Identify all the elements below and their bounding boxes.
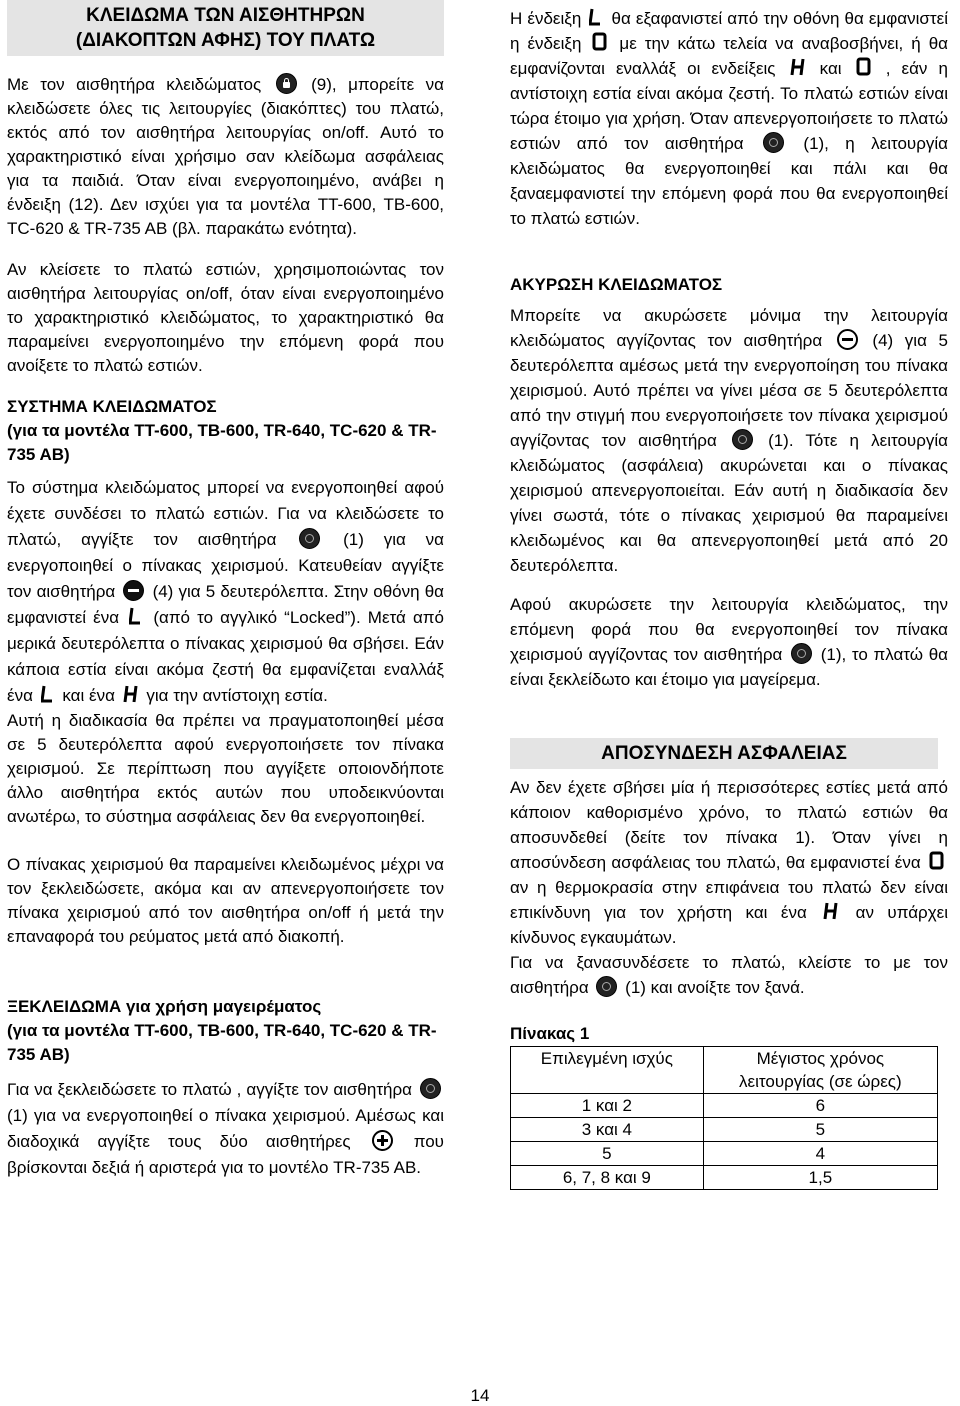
after-cancel-text-a: Αφού ακυρώσετε την λειτουργία κλειδώματος, την επόμενη φορά που θα ενεργοποιηθεί τον πίνακα χειρισμού αγγίζοντας τον αισθητήρα — [510, 595, 948, 664]
minus-sensor-icon — [123, 580, 144, 601]
lock-system-text-c: (4) για 5 δευτερόλεπτα. Στην οθόνη θα εμφανιστεί ένα — [7, 582, 444, 627]
lock-system-heading-line1: ΣΥΣΤΗΜΑ ΚΛΕΙΔΩΜΑΤΟΣ — [7, 397, 217, 416]
power-sensor-icon — [791, 643, 812, 664]
lock-persist-paragraph: Αν κλείσετε το πλατώ εστιών, χρησιμοποιώντας τον αισθητήρα λειτουργίας on/off, όταν είναι ενεργοποιημένο το χαρακτηριστικό κλειδώματος, το χαρακτηριστικό θα παραμείνει ενεργοποιημένο την επόμενη φορά που ανοίξετε το πλατώ εστιών. — [7, 260, 444, 375]
ready-text-e: , εάν η αντίστοιχη εστία είναι ακόμα ζεστή. Το πλατώ εστιών είναι τώρα έτοιμο για χρήση. Όταν απενεργοποιήσετε το πλατώ εστιών από τον αισθητήρα — [510, 59, 948, 153]
lock-title-banner — [7, 0, 444, 56]
table-header-hours-line2: λειτουργίας (σε ώρες) — [739, 1072, 902, 1091]
after-cancel-paragraph — [510, 592, 948, 692]
ready-text-b: θα εξαφανιστεί από την οθόνη θα εμφανιστεί η ένδειξη — [510, 9, 948, 53]
table-cell-hours: 1,5 — [703, 1166, 937, 1190]
table-cell-power: 3 και 4 — [511, 1118, 704, 1142]
table-row — [511, 1118, 938, 1142]
left-column — [7, 0, 444, 1181]
cancel-lock-text-a: Μπορείτε να ακυρώσετε μόνιμα την λειτουργία κλειδώματος αγγίζοντας τον αισθητήρα — [510, 306, 948, 350]
safety-disconnect-paragraph — [510, 775, 948, 950]
cancel-lock-text-c: (1). Τότε η λειτουργία κλειδώματος (ασφάλεια) ακυρώνεται και ο πίνακας χειρισμού απενεργοποιείται. Εάν αυτή η διαδικασία δεν γίνει σωστά, τότε ο πίνακας χειρισμού θα παραμείνει κλειδωμένος και θα απενεργοποιηθεί μετά από 20 δευτερόλεπτα. — [510, 431, 948, 575]
lock-system-heading — [7, 395, 444, 467]
safety-text-a: Αν δεν έχετε σβήσει μία ή περισσότερες εστίες μετά από κάποιον καθορισμένο χρόνο, το πλατώ εστιών θα αποσυνδεθεί (δείτε τον πίνακα 1). Όταν γίνει η αποσύνδεση ασφάλειας του πλατώ, θα εμφανιστεί ένα — [510, 778, 948, 872]
table-cell-hours: 6 — [703, 1094, 937, 1118]
table-row — [511, 1166, 938, 1190]
lock-title-line2: (ΔΙΑΚΟΠΤΩΝ ΑΦΗΣ) ΤΟΥ ΠΛΑΤΩ — [75, 30, 376, 51]
table-cell-power: 5 — [511, 1142, 704, 1166]
unlock-text-a: Για να ξεκλειδώσετε το πλατώ , αγγίξτε τον αισθητήρα — [7, 1080, 412, 1099]
lock-system-text-d: (από το αγγλικό “Locked”). Μετά από μερικά δευτερόλεπτα ο πίνακας χειρισμού θα σβήσει. Εάν κάποια εστία είναι ακόμα ζεστή θα εμφανίζεται εναλλάξ ένα — [7, 608, 444, 705]
lock-system-paragraph — [7, 475, 444, 709]
reconnect-paragraph — [510, 950, 948, 1000]
power-sensor-icon — [420, 1078, 441, 1099]
lock-sensor-icon — [276, 73, 297, 94]
after-cancel-text-b: (1), το πλατώ θα είναι ξεκλείδωτο και έτοιμο για μαγείρεμα. — [510, 645, 948, 689]
table-row — [511, 1094, 938, 1118]
unlock-heading-line2: (για τα μοντέλα TT-600, TB-600, TR-640, TC-620 & TR-735 AB) — [7, 1021, 437, 1064]
table-title: Πίνακας 1 — [510, 1024, 590, 1043]
ready-paragraph — [510, 6, 948, 231]
lock-intro-text-b: (9), μπορείτε να κλειδώσετε όλες τις λειτουργίες (διακόπτες) του πλατώ, εκτός από τον αισθητήρα λειτουργίας on/off. Αυτό το χαρακτηριστικό είναι χρήσιμο σαν κλείδωμα ασφάλειας για τα παιδιά. Όταν είναι ενεργοποιημένο, ανάβει η ένδειξη (12). Δεν ισχύει για τα μοντέλα TT-600, TB-600, TC-620 & TR-735 AB (βλ. παρακάτω ενότητα). — [7, 75, 444, 238]
unlock-text-c: που βρίσκονται δεξιά ή αριστερά για το μοντέλο TR-735 AB. — [7, 1132, 444, 1177]
lock-system-text-f: για την αντίστοιχη εστία. — [146, 686, 328, 705]
ready-text-d: και — [819, 59, 842, 78]
display-L-icon — [589, 7, 603, 27]
display-L-icon — [41, 684, 55, 704]
table-header-power: Επιλεγμένη ισχύς — [511, 1047, 704, 1094]
table-cell-hours: 4 — [703, 1142, 937, 1166]
table-header-row — [511, 1047, 938, 1094]
display-H-icon — [790, 57, 806, 77]
display-H-icon — [123, 684, 139, 704]
display-H-icon — [823, 901, 839, 921]
power-sensor-icon — [596, 976, 617, 997]
table-cell-hours: 5 — [703, 1118, 937, 1142]
lock-remains-paragraph: Ο πίνακας χειρισμού θα παραμείνει κλειδωμένος μέχρι να τον ξεκλειδώσετε, ακόμα και αν απενεργοποιήσετε τον πίνακα χειρισμού από τον αισθητήρα on/off ή μετά την επαναφορά του ρεύματος μετά από διακοπή. — [7, 855, 444, 946]
ready-text-c: με την κάτω τελεία να αναβοσβήνει, ή θα εμφανίζονται εναλλάξ οι ενδείξεις — [510, 34, 948, 78]
reconnect-text-a: Για να ξανασυνδέσετε το πλατώ, κλείστε το με τον αισθητήρα — [510, 953, 948, 997]
lock-intro-text-a: Με τον αισθητήρα κλειδώματος — [7, 75, 262, 94]
reconnect-text-b: (1) και ανοίξτε τον ξανά. — [625, 978, 805, 997]
minus-sensor-icon — [837, 329, 858, 350]
display-0-icon — [592, 32, 608, 52]
lock-timing-paragraph: Αυτή η διαδικασία θα πρέπει να πραγματοποιηθεί μέσα σε 5 δευτερόλεπτα αφού ενεργοποιήσετε τον πίνακα χειρισμού. Σε περίπτωση που αγγίξετε οποιονδήποτε άλλο αισθητήρα εκτός αυτών που υποδεικνύονται ανωτέρω, το σύστημα ασφάλειας δεν θα ενεργοποιηθεί. — [7, 711, 444, 826]
cancel-lock-paragraph — [510, 303, 948, 578]
lock-system-text-e: και ένα — [62, 686, 115, 705]
cancel-lock-heading: ΑΚΥΡΩΣΗ ΚΛΕΙΔΩΜΑΤΟΣ — [510, 275, 723, 294]
power-sensor-icon — [299, 528, 320, 549]
lock-system-text-b: (1) για να ενεργοποιηθεί ο πίνακας χειρισμού. Κατευθείαν αγγίξτε τον αισθητήρα — [7, 530, 444, 601]
plus-sensor-icon — [372, 1130, 393, 1151]
power-sensor-icon — [732, 429, 753, 450]
table-header-hours-line1: Μέγιστος χρόνος — [756, 1049, 885, 1068]
table-header-hours — [703, 1047, 937, 1094]
lock-system-heading-line2: (για τα μοντέλα TT-600, TB-600, TR-640, TC-620 & TR-735 AB) — [7, 421, 437, 464]
display-0-icon — [929, 851, 945, 871]
ready-text-f: (1), η λειτουργία κλειδώματος θα ενεργοποιηθεί και πάλι και θα ξαναεμφανιστεί την επόμενη φορά που θα ενεργοποιηθεί το πλατώ εστιών. — [510, 134, 948, 228]
power-sensor-icon — [763, 132, 784, 153]
ready-text-a: Η ένδειξη — [510, 9, 582, 28]
safety-text-c: αν υπάρχει κίνδυνος εγκαυμάτων. — [510, 903, 948, 947]
page-number: 14 — [470, 1386, 490, 1405]
safety-disconnect-banner: ΑΠΟΣΥΝΔΕΣΗ ΑΣΦΑΛΕΙΑΣ — [510, 738, 938, 769]
table-cell-power: 6, 7, 8 και 9 — [511, 1166, 704, 1190]
cancel-lock-text-b: (4) για 5 δευτερόλεπτα αμέσως μετά την ενεργοποίηση του πίνακα χειρισμού. Αυτό πρέπει να γίνει μέσα σε 5 δευτερόλεπτα από την στιγμή που ενεργοποιήσετε τον πίνακα χειρισμού αγγίζοντας τον αισθητήρα — [510, 331, 948, 450]
unlock-paragraph — [7, 1077, 444, 1181]
table-cell-power: 1 και 2 — [511, 1094, 704, 1118]
display-L-icon — [129, 606, 143, 626]
unlock-heading — [7, 995, 444, 1067]
display-0-icon — [856, 57, 872, 77]
safety-text-b: αν η θερμοκρασία στην επιφάνεια του πλατώ δεν είναι επικίνδυνη για τον χρήστη και ένα — [510, 878, 948, 922]
unlock-text-b: (1) για να ενεργοποιηθεί ο πίνακα χειρισμού. Αμέσως και διαδοχικά αγγίξτε τους δύο αισθητήρες — [7, 1106, 444, 1151]
shutoff-table — [510, 1046, 938, 1190]
lock-system-text-a: Το σύστημα κλειδώματος μπορεί να ενεργοποιηθεί αφού έχετε συνδέσει το πλατώ εστιών. Για να κλειδώσετε το πλατώ, αγγίξτε τον αισθητήρα — [7, 478, 444, 549]
lock-intro-paragraph — [7, 73, 444, 241]
unlock-heading-line1: ΞΕΚΛΕΙΔΩΜΑ για χρήση μαγειρέματος — [7, 997, 322, 1016]
lock-title-line1: ΚΛΕΙΔΩΜΑ ΤΩΝ ΑΙΣΘΗΤΗΡΩΝ — [86, 5, 365, 26]
table-row — [511, 1142, 938, 1166]
right-column — [510, 0, 948, 1190]
